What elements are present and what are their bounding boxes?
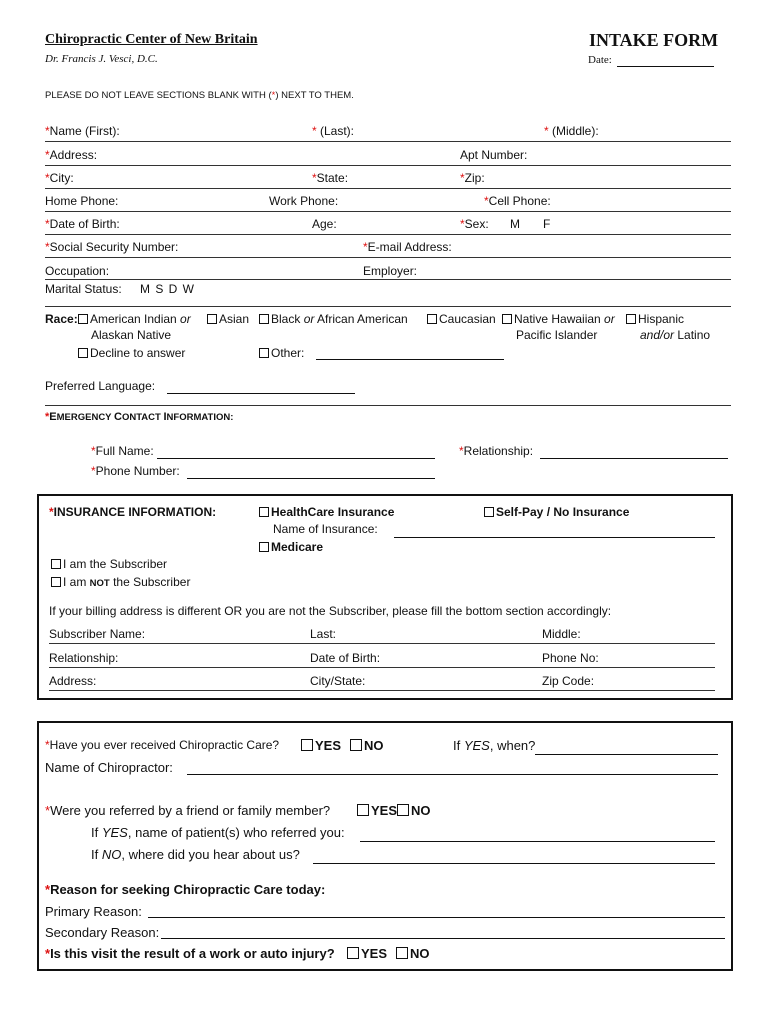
chiro-when-label: If YES, when? [453, 738, 536, 753]
city-label: *City: [45, 171, 74, 185]
subscriber-phone-label: Phone No: [542, 651, 599, 665]
form-title: INTAKE FORM [589, 30, 719, 50]
chiro-yes-option[interactable]: YES [301, 738, 341, 753]
heard-about-input[interactable] [313, 863, 715, 864]
city-line[interactable] [45, 188, 731, 189]
race-hawaiian[interactable]: Native Hawaiian or [502, 312, 615, 326]
race-black[interactable]: Black or African American [259, 312, 408, 326]
checkbox-icon[interactable] [259, 314, 269, 324]
clinic-name: Chiropractic Center of New Britain [45, 32, 258, 47]
sex-m-option[interactable]: M [510, 217, 520, 231]
race-american-indian[interactable]: American Indian or [78, 312, 191, 326]
doctor-name: Dr. Francis J. Vesci, D.C. [45, 53, 158, 65]
chiro-no-option[interactable]: NO [350, 738, 384, 753]
email-label: *E-mail Address: [363, 240, 452, 254]
insurance-section [37, 494, 733, 700]
referred-question: *Were you referred by a friend or family member? [45, 803, 331, 818]
subscriber-address-line[interactable] [49, 690, 715, 691]
injury-no-option[interactable]: NO [396, 946, 430, 961]
employer-label: Employer: [363, 264, 418, 278]
work-phone-label: Work Phone: [269, 194, 339, 208]
billing-note: If your billing address is different OR you are not the Subscriber, please fill the bottom section accordingly: [49, 604, 612, 618]
emergency-phone-label: *Phone Number: [91, 464, 180, 478]
address-label: *Address: [45, 148, 98, 162]
race-latino-label: and/or Latino [640, 328, 711, 342]
apt-number-label: Apt Number: [460, 148, 528, 162]
checkbox-icon[interactable] [51, 559, 61, 569]
checkbox-icon[interactable] [301, 739, 313, 751]
language-divider [45, 405, 731, 406]
name-line[interactable] [45, 141, 731, 142]
subscriber-middle-label: Middle: [542, 627, 581, 641]
checkbox-icon[interactable] [51, 577, 61, 587]
chiro-when-input[interactable] [535, 754, 718, 755]
medicare-option[interactable]: Medicare [259, 540, 323, 554]
emergency-relationship-label: *Relationship: [459, 444, 534, 458]
subscriber-no-option[interactable]: I am NOT the Subscriber [51, 575, 190, 589]
preferred-language-input[interactable] [167, 393, 355, 394]
subscriber-dob-label: Date of Birth: [310, 651, 381, 665]
cell-phone-label: *Cell Phone: [484, 194, 551, 208]
occupation-line[interactable] [45, 279, 731, 280]
phone-line[interactable] [45, 211, 731, 212]
race-asian[interactable]: Asian [207, 312, 249, 326]
self-pay-option[interactable]: Self-Pay / No Insurance [484, 505, 629, 519]
subscriber-address-label: Address: [49, 674, 97, 688]
checkbox-icon[interactable] [78, 314, 88, 324]
race-other-input[interactable] [316, 359, 504, 360]
sex-label: *Sex: [460, 217, 489, 231]
marital-line [45, 306, 731, 307]
zip-label: *Zip: [460, 171, 485, 185]
chiropractor-name-label: Name of Chiropractor: [45, 760, 173, 775]
checkbox-icon[interactable] [626, 314, 636, 324]
occupation-label: Occupation: [45, 264, 110, 278]
preferred-language-label: Preferred Language: [45, 379, 156, 393]
injury-question: *Is this visit the result of a work or auto injury? [45, 946, 335, 961]
instruction-text: PLEASE DO NOT LEAVE SECTIONS BLANK WITH (*) NEXT TO THEM. [45, 90, 354, 101]
subscriber-name-label: Subscriber Name: [49, 627, 146, 641]
race-caucasian[interactable]: Caucasian [427, 312, 496, 326]
insurance-name-label: Name of Insurance: [273, 522, 378, 536]
race-alaskan-label: Alaskan Native [91, 328, 172, 342]
referred-no-option[interactable]: NO [397, 803, 431, 818]
referred-by-input[interactable] [360, 841, 715, 842]
subscriber-last-label: Last: [310, 627, 337, 641]
subscriber-relationship-label: Relationship: [49, 651, 119, 665]
race-hispanic[interactable]: Hispanic [626, 312, 684, 326]
emergency-full-name-label: *Full Name: [91, 444, 154, 458]
subscriber-zip-label: Zip Code: [542, 674, 595, 688]
checkbox-icon[interactable] [347, 947, 359, 959]
dob-line[interactable] [45, 234, 731, 235]
checkbox-icon[interactable] [259, 542, 269, 552]
race-label: Race: [45, 312, 78, 326]
emergency-relationship-input[interactable] [540, 458, 728, 459]
subscriber-name-line[interactable] [49, 643, 715, 644]
sex-f-option[interactable]: F [543, 217, 551, 231]
checkbox-icon[interactable] [396, 947, 408, 959]
emergency-phone-input[interactable] [187, 478, 435, 479]
checkbox-icon[interactable] [397, 804, 409, 816]
name-middle-label: * (Middle): [544, 124, 599, 138]
secondary-reason-input[interactable] [161, 938, 725, 939]
marital-status-label: Marital Status: [45, 282, 122, 296]
subscriber-relationship-line[interactable] [49, 667, 715, 668]
checkbox-icon[interactable] [78, 348, 88, 358]
checkbox-icon[interactable] [207, 314, 217, 324]
emergency-full-name-input[interactable] [157, 458, 435, 459]
race-other[interactable]: Other: [259, 346, 304, 360]
race-pacific-label: Pacific Islander [516, 328, 598, 342]
subscriber-yes-option[interactable]: I am the Subscriber [51, 557, 167, 571]
age-label: Age: [312, 217, 337, 231]
chiropractor-name-input[interactable] [187, 774, 718, 775]
referred-yes-option[interactable]: YES [357, 803, 397, 818]
subscriber-city-state-label: City/State: [310, 674, 366, 688]
insurance-name-input[interactable] [394, 537, 715, 538]
date-input[interactable] [617, 66, 714, 67]
insurance-title: *INSURANCE INFORMATION: [49, 505, 217, 519]
reason-title: *Reason for seeking Chiropractic Care today: [45, 882, 326, 897]
date-label: Date: [588, 54, 612, 66]
chiro-care-question: *Have you ever received Chiropractic Care? [45, 738, 280, 752]
checkbox-icon[interactable] [484, 507, 494, 517]
primary-reason-label: Primary Reason: [45, 904, 142, 919]
secondary-reason-label: Secondary Reason: [45, 925, 160, 940]
race-decline[interactable]: Decline to answer [78, 346, 185, 360]
name-first-label: *Name (First): [45, 124, 120, 138]
healthcare-insurance-option[interactable]: HealthCare Insurance [259, 505, 394, 519]
checkbox-icon[interactable] [259, 348, 269, 358]
checkbox-icon[interactable] [259, 507, 269, 517]
emergency-title: *EMERGENCY CONTACT INFORMATION: [45, 411, 234, 423]
checkbox-icon[interactable] [502, 314, 512, 324]
home-phone-label: Home Phone: [45, 194, 119, 208]
heard-about-label: If NO, where did you hear about us? [91, 847, 300, 862]
marital-options[interactable]: M S D W [140, 282, 194, 296]
injury-yes-option[interactable]: YES [347, 946, 387, 961]
checkbox-icon[interactable] [350, 739, 362, 751]
dob-label: *Date of Birth: [45, 217, 120, 231]
state-label: *State: [312, 171, 349, 185]
primary-reason-input[interactable] [148, 917, 725, 918]
address-line[interactable] [45, 165, 731, 166]
name-last-label: * (Last): [312, 124, 355, 138]
checkbox-icon[interactable] [427, 314, 437, 324]
referred-by-label: If YES, name of patient(s) who referred you: [91, 825, 345, 840]
ssn-label: *Social Security Number: [45, 240, 179, 254]
ssn-line[interactable] [45, 257, 731, 258]
checkbox-icon[interactable] [357, 804, 369, 816]
